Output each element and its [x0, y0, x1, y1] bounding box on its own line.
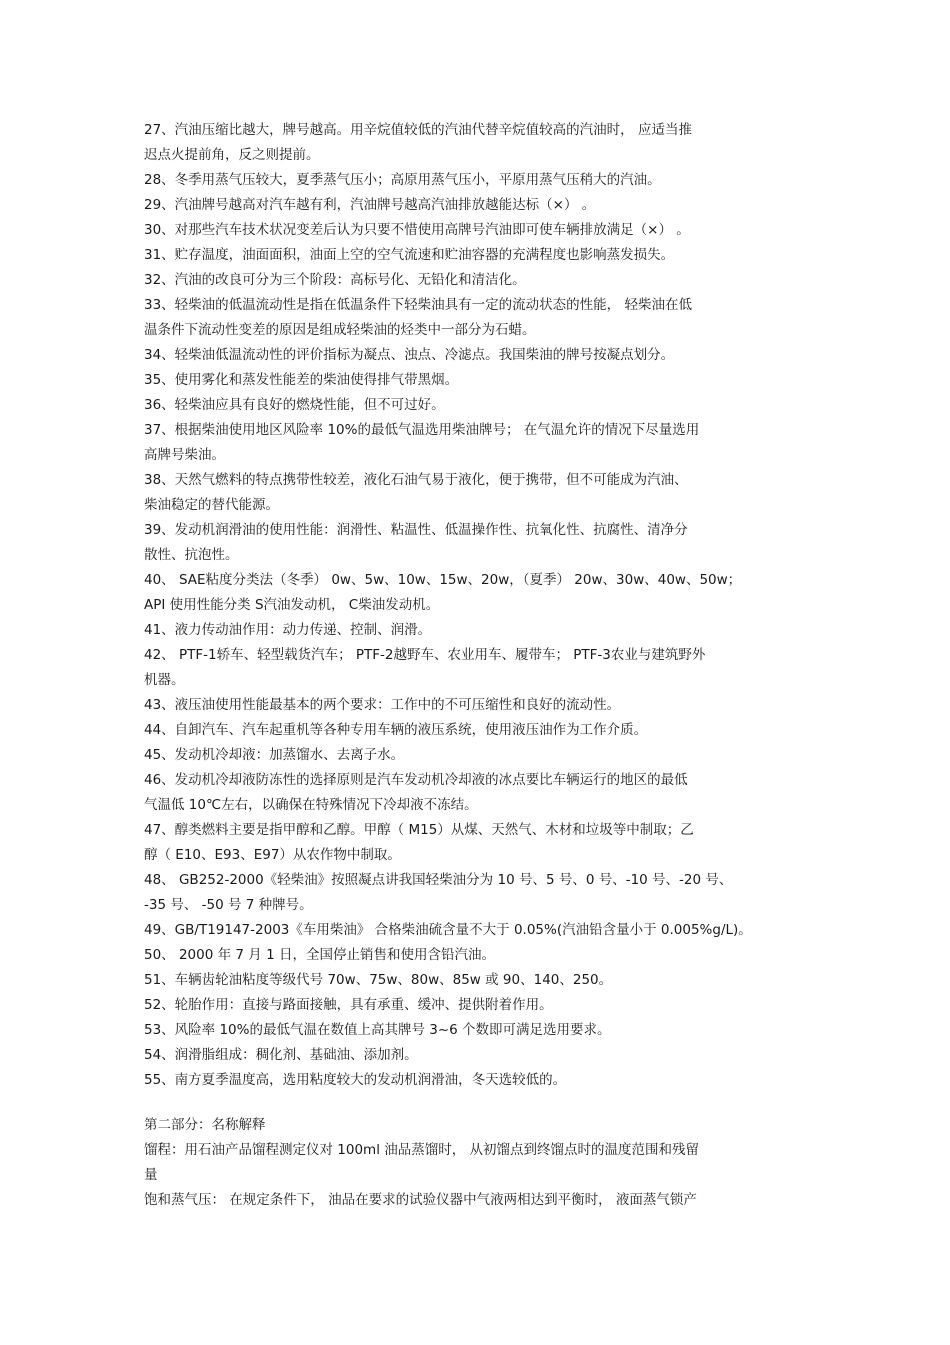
document-page	[144, 118, 816, 1213]
text-line: 35、使用雾化和蒸发性能差的柴油使得排气带黑烟。	[144, 372, 459, 388]
text-line: 33、轻柴油的低温流动性是指在低温条件下轻柴油具有一定的流动状态的性能， 轻柴油在低	[144, 297, 692, 313]
text-line: 37、根据柴油使用地区风险率 10%的最低气温选用柴油牌号； 在气温允许的情况下尽量选用	[144, 422, 700, 438]
section-gap	[144, 1093, 816, 1113]
text-line: 27、汽油压缩比越大，牌号越高。用辛烷值较低的汽油代替辛烷值较高的汽油时， 应适当推	[144, 122, 692, 138]
text-line: 40、 SAE粘度分类法（冬季） 0w、5w、10w、15w、20w，（夏季） 20w、30w、40w、50w；	[144, 572, 742, 588]
text-line: API 使用性能分类 S汽油发动机， C柴油发动机。	[144, 597, 440, 613]
text-line: 54、润滑脂组成：稠化剂、基础油、添加剂。	[144, 1047, 418, 1063]
text-line: 55、南方夏季温度高，选用粘度较大的发动机润滑油，冬天选较低的。	[144, 1072, 567, 1088]
text-line: 47、醇类燃料主要是指甲醇和乙醇。甲醇（ M15）从煤、天然气、木材和垃圾等中制取；乙	[144, 822, 694, 838]
text-line: 31、贮存温度，油面面积，油面上空的空气流速和贮油容器的充满程度也影响蒸发损失。	[144, 247, 675, 263]
text-line: 50、 2000 年 7 月 1 日，全国停止销售和使用含铅汽油。	[144, 947, 495, 963]
text-line: 醇（ E10、E93、E97）从农作物中制取。	[144, 847, 401, 863]
text-line: 43、液压油使用性能最基本的两个要求：工作中的不可压缩性和良好的流动性。	[144, 697, 621, 713]
text-line: 45、发动机冷却液：加蒸馏水、去离子水。	[144, 747, 405, 763]
definition-line: 馏程：用石油产品馏程测定仪对 100ml 油品蒸馏时， 从初馏点到终馏点时的温度范围和残留	[144, 1142, 700, 1158]
text-line: 30、对那些汽车技术状况变差后认为只要不惜使用高牌号汽油即可使车辆排放满足（×） 。	[144, 222, 690, 238]
text-line: 51、车辆齿轮油粘度等级代号 70w、75w、80w、85w 或 90、140、250。	[144, 972, 613, 988]
text-line: 28、冬季用蒸气压较大，夏季蒸气压小；高原用蒸气压小，平原用蒸气压稍大的汽油。	[144, 172, 661, 188]
text-line: 散性、抗泡性。	[144, 547, 239, 563]
text-line: 36、轻柴油应具有良好的燃烧性能，但不可过好。	[144, 397, 445, 413]
text-line: 52、轮胎作用：直接与路面接触，具有承重、缓冲、提供附着作用。	[144, 997, 553, 1013]
definition-line: 饱和蒸气压： 在规定条件下， 油品在要求的试验仪器中气液两相达到平衡时， 液面蒸气锁产	[144, 1192, 697, 1208]
text-line: 38、天然气燃料的特点携带性较差，液化石油气易于液化，便于携带，但不可能成为汽油、	[144, 472, 688, 488]
text-line: -35 号、 -50 号 7 种牌号。	[144, 897, 313, 913]
text-line: 46、发动机冷却液防冻性的选择原则是汽车发动机冷却液的冰点要比车辆运行的地区的最低	[144, 772, 688, 788]
text-line: 29、汽油牌号越高对汽车越有利，汽油牌号越高汽油排放越能达标（×） 。	[144, 197, 596, 213]
section-2-definitions	[144, 1113, 816, 1213]
text-line: 34、轻柴油低温流动性的评价指标为凝点、浊点、冷滤点。我国柴油的牌号按凝点划分。	[144, 347, 675, 363]
text-line: 48、 GB252-2000《轻柴油》按照凝点讲我国轻柴油分为 10 号、5 号、0 号、-10 号、-20 号、	[144, 872, 733, 888]
text-line: 41、液力传动油作用：动力传递、控制、润滑。	[144, 622, 432, 638]
text-line: 39、发动机润滑油的使用性能：润滑性、粘温性、低温操作性、抗氧化性、抗腐性、清净分	[144, 522, 688, 538]
text-line: 柴油稳定的替代能源。	[144, 497, 279, 513]
text-line: 42、 PTF-1轿车、轻型载货汽车； PTF-2越野车、农业用车、履带车； PTF-3农业与建筑野外	[144, 647, 706, 663]
text-line: 温条件下流动性变差的原因是组成轻柴油的烃类中一部分为石蜡。	[144, 322, 536, 338]
text-line: 53、风险率 10%的最低气温在数值上高其牌号 3~6 个数即可满足选用要求。	[144, 1022, 611, 1038]
text-line: 机器。	[144, 672, 185, 688]
text-line: 49、GB/T19147-2003《车用柴油》 合格柴油硫含量不大于 0.05%(汽油铅含量小于 0.005%g/L)。	[144, 922, 752, 938]
text-line: 高牌号柴油。	[144, 447, 225, 463]
definition-line: 量	[144, 1167, 158, 1183]
text-line: 32、汽油的改良可分为三个阶段：高标号化、无铅化和清洁化。	[144, 272, 526, 288]
text-line: 44、自卸汽车、汽车起重机等各种专用车辆的液压系统，使用液压油作为工作介质。	[144, 722, 648, 738]
section-1-questions	[144, 118, 816, 1093]
text-line: 迟点火提前角，反之则提前。	[144, 147, 320, 163]
text-line: 气温低 10℃左右，以确保在特殊情况下冷却液不冻结。	[144, 797, 478, 813]
section-2-title: 第二部分：名称解释	[144, 1117, 266, 1133]
